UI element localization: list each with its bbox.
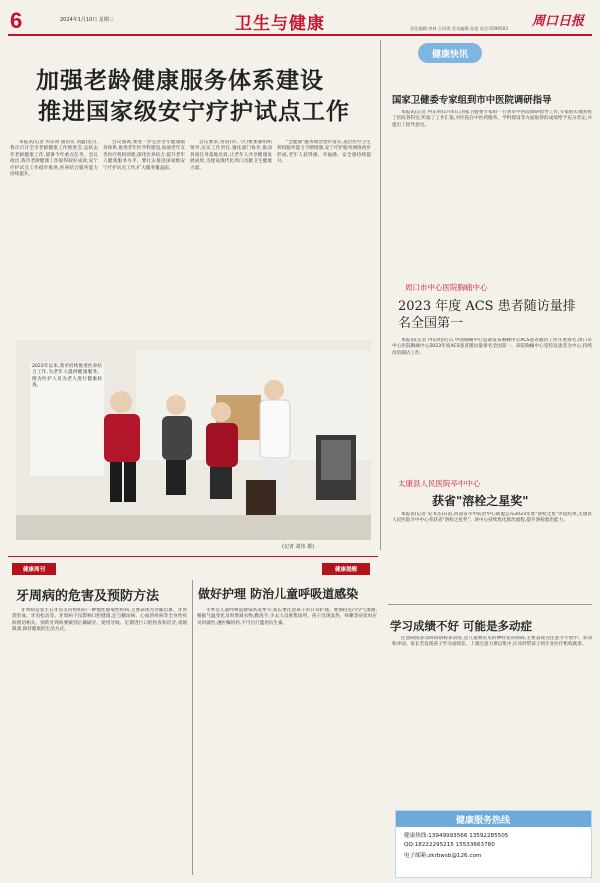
lead-body-col1-text: 本报讯(记者 冉东明 通讯员 刘鑫)近日,我市召开全市老龄健康工作推进会,总结去年老龄健康工作,部署今年重点任务。会议指出,我市老龄健康工作取得较好成效,安宁疗护试点工作稳步推进,医养结合服务能力持续提升。: [10, 140, 98, 178]
tag-health-reminder: [322, 563, 370, 575]
photo-caption-text: 2023年以来,我市持续推进医养结合工作,为老年人提供健康服务。图为医护人员为老人进行健康检查。: [32, 364, 102, 389]
sidebar-tag-text: 健康快讯: [431, 49, 468, 60]
photo-caption: [30, 362, 104, 476]
bottom-divider: [192, 580, 193, 875]
issue-date: 2024年1月10日 星期三: [60, 17, 114, 23]
hotline-title: 健康服务热线: [456, 815, 511, 826]
lead-body-col2-text: 会议强调,要进一步完善老年健康服务体系,推进老年医学科建设,加强老年友善医疗机构创建,深化医养结合,提升老年人健康服务水平。要扎实推进国家级安宁疗护试点工作,扩大服务覆盖面。: [103, 140, 185, 171]
article3-body-text: 注意缺陷多动障碍俗称多动症,是儿童期常见的神经发育障碍,主要表现为注意力不集中、多动和冲动。家长若发现孩子学习成绩差、上课注意力难以集中,应及时带孩子到专业医疗机构就诊。: [392, 636, 592, 648]
tag-health-weekly-text: 健康周刊: [22, 567, 45, 573]
hotline-phone: 13949993566 13592285505: [428, 833, 509, 839]
lead-headline-line1: 加强老龄健康服务体系建设: [36, 67, 324, 94]
tag-health-weekly: [12, 563, 56, 575]
hotline-email-label: 电子邮箱:: [404, 853, 429, 859]
sidebar-item3-source: 太康县人民医院卒中中心: [398, 479, 481, 488]
article2-body-text: 冬季是儿童呼吸道感染高发季节,家长要注意孩子的日常护理。要保持室内空气流通,根据气温变化及时增减衣物,勤洗手,少去人员密集场所。孩子出现发热、咳嗽等症状时应及时就医,遵医嘱用药,不可自行滥用抗生素。: [197, 608, 377, 626]
page-number: 6: [10, 8, 23, 33]
sidebar-item3-title: 获省"溶栓之星奖": [432, 494, 529, 508]
editor-info: 责任编辑:李林 王珂琪 美术编辑:张旭 电话:0599503: [410, 26, 509, 31]
sidebar-item2-source: 周口市中心医院胸痛中心: [405, 283, 488, 292]
masthead: 周口日报: [532, 14, 585, 29]
hotline-qq: 18222295215 15533663780: [414, 842, 495, 848]
sidebar-divider: [380, 40, 381, 550]
lead-body-col1: [10, 140, 98, 340]
article3-title: 学习成绩不好 可能是多动症: [390, 619, 533, 633]
sidebar-item1-title: 国家卫健委专家组到市中医院调研指导: [392, 95, 552, 106]
lead-body-col3-text: 会议要求,各县(市、区)要加强组织领导,压实工作责任,强化部门协作,推动各项任务落地见效,让老年人共享健康发展成果,为建设现代化周口贡献卫生健康力量。: [190, 140, 272, 171]
article1-body-text: 牙周病是发生在牙齿支持组织的一种慢性感染性疾病,主要表现为牙龈出血、牙周袋形成、牙齿松动等。牙周病不仅影响口腔健康,还与糖尿病、心血管疾病等全身性疾病密切相关。预防牙周病要做到正确刷牙、使用牙线、定期进行口腔检查和洁牙,戒烟限酒,保持健康的生活方式。: [12, 608, 187, 633]
photo-credit: (记者 刘伟 摄): [282, 544, 315, 550]
hotline-qq-label: QQ:: [404, 842, 415, 848]
bottom-section-rule: [8, 556, 378, 557]
sidebar-item2-body-text: 本报讯(记者 冉东明)近日,中国胸痛中心总部发布胸痛中心ACS患者随访工作年度排名,周口市中心医院胸痛中心2023年度ACS患者随访量排名全国第一。该院胸痛中心坚持以患者为中心,持续改进随访工作。: [392, 338, 592, 356]
hotline-qq-row: [404, 842, 591, 848]
hotline-email-row: [404, 851, 591, 859]
sidebar-item1-body: [392, 110, 592, 220]
sidebar-item1-body-text: 本报讯(记者 冉东明)1月4日,国家卫健委专家组一行到市中医院调研指导工作,专家组实地查看了医院各科室,听取了工作汇报,对医院在中医药服务、学科建设等方面取得的成绩给予充分肯定,并提出了指导意见。: [392, 110, 592, 128]
sidebar-tag: [418, 43, 482, 63]
lead-body-col3: [190, 140, 272, 345]
hotline-email[interactable]: zkrbwsb@126.com: [428, 853, 482, 859]
article3-body: [392, 636, 592, 801]
lead-body-col2: [103, 140, 185, 345]
hotline-header: [396, 811, 591, 827]
sidebar-item3-body-text: 本报讯(记者 史书杰)日前,河南省卒中防治中心联盟公布2023年度"溶栓之星"评选结果,太康县人民医院卒中中心荣获省"溶栓之星奖"。该中心持续优化救治流程,提升溶栓救治能力。: [392, 512, 592, 524]
hotline-phone-label: 健康热线:: [404, 833, 429, 839]
article2-title: 做好护理 防治儿童呼吸道感染: [198, 587, 359, 601]
sidebar-bottom-rule: [388, 604, 592, 605]
article2-body: [197, 608, 377, 878]
article1-title: 牙周病的危害及预防方法: [16, 589, 160, 604]
lead-body-col4-text: "全健康"服务理念逐步落实,基层医疗卫生机构服务能力不断增强,安宁疗护服务网络初步形成,老年人获得感、幸福感、安全感持续提升。: [277, 140, 371, 165]
sidebar-item3-body: [392, 512, 592, 600]
sidebar-item2-body: [392, 338, 592, 453]
sidebar-item2-title: 2023 年度 ACS 患者随访量排名全国第一: [398, 299, 576, 331]
hotline-phone-row: [404, 831, 591, 839]
lead-headline-line2: 推进国家级安宁疗护试点工作: [38, 98, 350, 125]
tag-health-reminder-text: 健康提醒: [334, 567, 357, 573]
section-title: 卫生与健康: [235, 14, 325, 34]
hotline-box: [395, 810, 592, 878]
article1-body: [12, 608, 187, 878]
header-rule: [8, 34, 592, 36]
lead-body-col4: [277, 140, 371, 320]
